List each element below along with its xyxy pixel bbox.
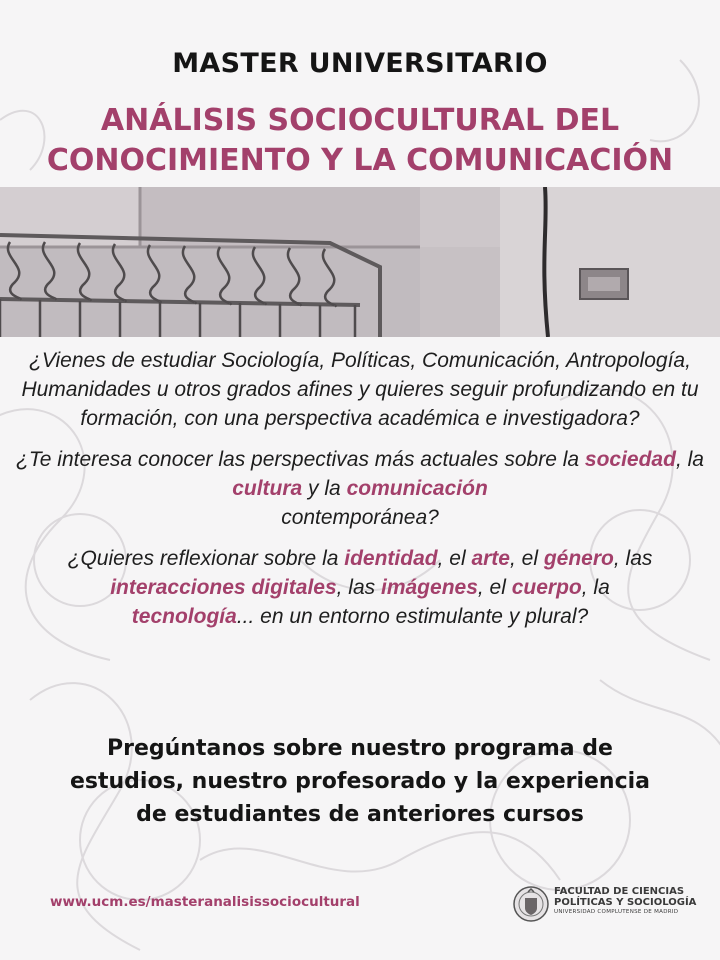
- call-to-action: [0, 732, 720, 831]
- highlight-imagenes: imágenes: [381, 576, 478, 599]
- website-link[interactable]: www.ucm.es/masteranalisissociocultural: [50, 894, 360, 910]
- faculty-name: [554, 886, 696, 917]
- highlight-comunicacion: comunicación: [346, 477, 488, 500]
- text-fragment: , el: [509, 547, 544, 570]
- text-fragment: , la: [675, 448, 704, 471]
- title-line-2: CONOCIMIENTO Y LA COMUNICACIÓN: [46, 143, 674, 178]
- cta-line-1: Pregúntanos sobre nuestro programa de: [107, 736, 613, 761]
- highlight-identidad: identidad: [344, 547, 438, 570]
- header: [0, 48, 720, 181]
- program-type: MASTER UNIVERSITARIO: [172, 48, 548, 79]
- cta-line-3: de estudiantes de anteriores cursos: [136, 802, 584, 827]
- text-fragment: ... en un entorno estimulante y plural?: [236, 605, 589, 628]
- program-title: [0, 101, 720, 181]
- text-fragment: contemporánea?: [281, 506, 439, 529]
- text-fragment: , las: [613, 547, 653, 570]
- faculty-name-line-1: FACULTAD DE CIENCIAS: [554, 886, 685, 897]
- faculty-logo: [512, 884, 712, 924]
- title-line-1: ANÁLISIS SOCIOCULTURAL DEL: [100, 103, 620, 138]
- text-fragment: , la: [581, 576, 610, 599]
- highlight-cultura: cultura: [232, 477, 303, 500]
- university-seal-icon: [512, 884, 550, 924]
- balcony-photo: [0, 187, 720, 337]
- university-name: UNIVERSIDAD COMPLUTENSE DE MADRID: [554, 909, 679, 915]
- question-2: [0, 445, 720, 532]
- text-fragment: , las: [336, 576, 381, 599]
- cta-line-2: estudios, nuestro profesorado y la experiencia: [69, 769, 651, 794]
- question-3: [0, 544, 720, 631]
- text-fragment: , el: [477, 576, 512, 599]
- faculty-name-line-2: POLÍTICAS Y SOCIOLOGÍA: [554, 897, 697, 908]
- text-fragment: , el: [437, 547, 472, 570]
- text-fragment: y la: [302, 477, 347, 500]
- highlight-interacciones-digitales: interacciones digitales: [110, 576, 337, 599]
- intro-questions: [0, 346, 720, 643]
- highlight-cuerpo: cuerpo: [511, 576, 582, 599]
- highlight-genero: género: [543, 547, 614, 570]
- highlight-sociedad: sociedad: [584, 448, 676, 471]
- highlight-arte: arte: [471, 547, 510, 570]
- text-fragment: ¿Quieres reflexionar sobre la: [67, 547, 345, 570]
- question-1: ¿Vienes de estudiar Sociología, Políticas, Comunicación, Antropología, Humanidades u otros grados afines y quieres seguir profundizando en tu formación, con una perspectiva académica e investigadora?: [21, 349, 699, 430]
- highlight-tecnologia: tecnología: [131, 605, 237, 628]
- text-fragment: ¿Te interesa conocer las perspectivas más actuales sobre la: [16, 448, 585, 471]
